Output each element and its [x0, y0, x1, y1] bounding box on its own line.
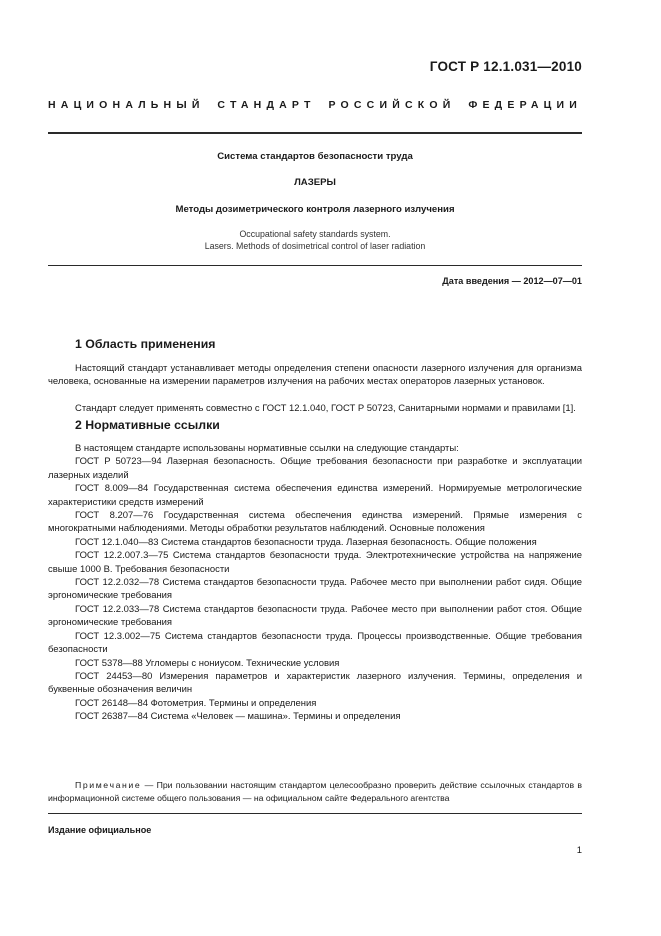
section-2-heading: 2 Нормативные ссылки: [75, 418, 220, 432]
reference-item: ГОСТ 24453—80 Измерения параметров и характеристик лазерного излучения. Термины, определения и буквенные обозначения величин: [48, 670, 582, 696]
header-divider: [48, 132, 582, 134]
english-title-line-2: Lasers. Methods of dosimetrical control of laser radiation: [204, 241, 426, 251]
reference-item: ГОСТ 12.3.002—75 Система стандартов безопасности труда. Процессы производственные. Общие требования безопасности: [48, 630, 582, 656]
standard-main-title: ЛАЗЕРЫ: [294, 177, 336, 188]
title-divider: [48, 265, 582, 266]
section-1-paragraph: Стандарт следует применять совместно с ГОСТ 12.1.040, ГОСТ Р 50723, Санитарными нормами и правилами [1].: [75, 403, 576, 414]
references-intro: В настоящем стандарте использованы нормативные ссылки на следующие стандарты:: [75, 443, 459, 454]
standard-system-title: Система стандартов безопасности труда: [217, 151, 413, 162]
reference-item: ГОСТ 12.1.040—83 Система стандартов безопасности труда. Лазерная безопасность. Общие положения: [75, 536, 537, 548]
reference-item: ГОСТ 12.2.033—78 Система стандартов безопасности труда. Рабочее место при выполнении работ стоя. Общие эргономические требования: [48, 603, 582, 629]
introduction-date: Дата введения — 2012—07—01: [442, 276, 582, 286]
document-code: ГОСТ Р 12.1.031—2010: [429, 59, 582, 74]
reference-item: ГОСТ 8.207—76 Государственная система обеспечения единства измерений. Прямые измерения с многократными наблюдениями. Методы обработки результатов наблюдений. Основные положения: [48, 510, 582, 535]
note-text: — При пользовании настоящим стандартом целесообразно проверить действие ссылочных стандартов в информационной системе общего пользования — на официальном сайте Федерального агентства: [48, 780, 582, 803]
english-title-line-1: Occupational safety standards system.: [239, 229, 391, 239]
normative-references-list: [48, 442, 582, 724]
edition-label: Издание официальное: [48, 825, 152, 835]
reference-item: ГОСТ 12.2.032—78 Система стандартов безопасности труда. Рабочее место при выполнении работ сидя. Общие эргономические требования: [48, 577, 582, 602]
footer-divider: [48, 813, 582, 814]
standard-subtitle: Методы дозиметрического контроля лазерного излучения: [175, 204, 455, 215]
reference-item: ГОСТ 26148—84 Фотометрия. Термины и определения: [75, 697, 317, 709]
note-paragraph: [48, 779, 582, 804]
section-1-heading: 1 Область применения: [75, 337, 216, 351]
section-1-paragraph: Настоящий стандарт устанавливает методы определения степени опасности лазерного излучения для организма человека, основанные на измерении параметров излучения на рабочих местах операторов лазерных установок.: [48, 363, 582, 388]
national-standard-heading: НАЦИОНАЛЬНЫЙ СТАНДАРТ РОССИЙСКОЙ ФЕДЕРАЦИИ: [48, 99, 582, 111]
page-number: 1: [576, 845, 582, 856]
reference-item: ГОСТ Р 50723—94 Лазерная безопасность. Общие требования безопасности при разработке и эксплуатации лазерных изделий: [48, 456, 582, 481]
reference-item: ГОСТ 8.009—84 Государственная система обеспечения единства измерений. Нормируемые метрологические характеристики средств измерений: [48, 483, 582, 508]
reference-item: ГОСТ 26387—84 Система «Человек — машина». Термины и определения: [75, 711, 401, 723]
note-label: Примечание: [75, 780, 142, 790]
reference-item: ГОСТ 5378—88 Угломеры с нониусом. Технические условия: [75, 657, 340, 669]
reference-item: ГОСТ 12.2.007.3—75 Система стандартов безопасности труда. Электротехнические устройства на напряжение свыше 1000 В. Требования безопасности: [48, 550, 582, 575]
